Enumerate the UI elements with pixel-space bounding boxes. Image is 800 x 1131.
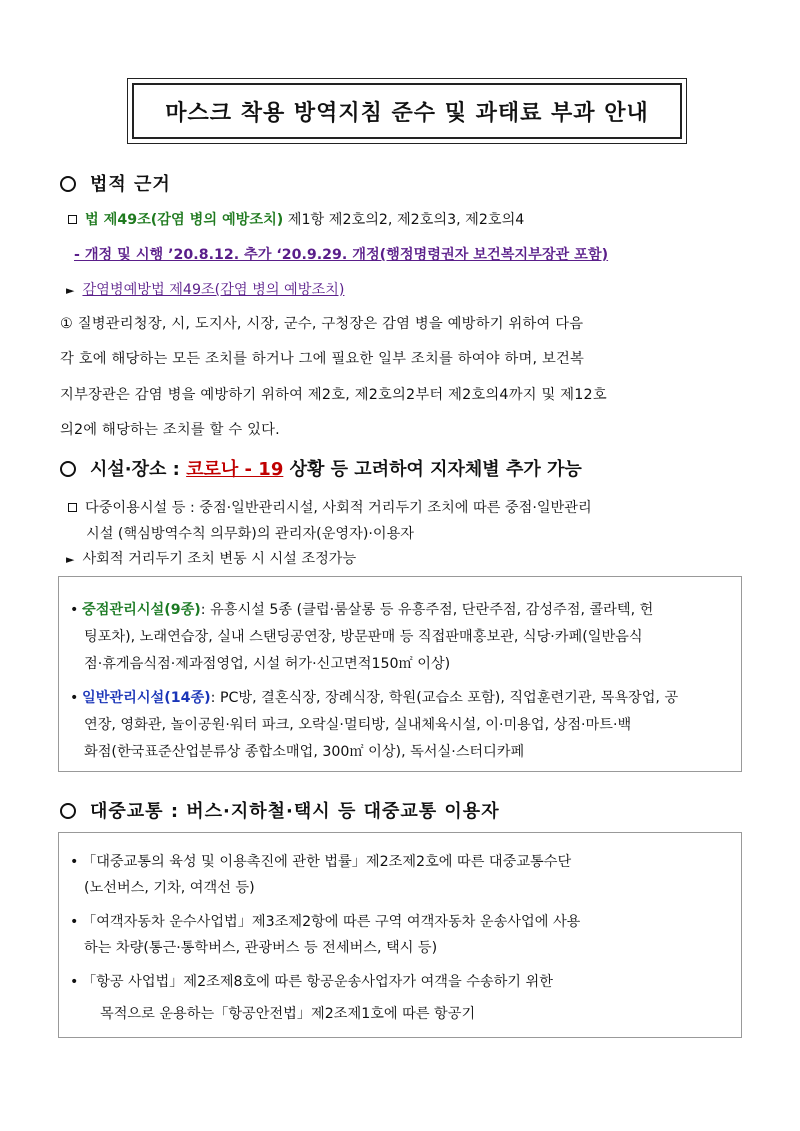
transport-item-text: 「대중교통의 육성 및 이용촉진에 관한 법률」제2조제2호에 따른 대중교통수단 <box>82 854 572 870</box>
law-reference-line <box>68 209 524 229</box>
square-bullet-icon <box>68 503 77 512</box>
heading-text: 대중교통 : 버스·지하철·택시 등 대중교통 이용자 <box>90 801 500 822</box>
triangle-bullet-icon: ► <box>66 284 75 297</box>
transport-item-3-line-2: 목적으로 운용하는「항공안전법」제2조제1호에 따른 항공기 <box>100 1006 476 1022</box>
focus-facilities-line-3: 점·휴게음식점·제과점영업, 시설 허가·신고면적150㎡ 이상) <box>84 656 451 672</box>
circle-bullet-icon <box>60 803 76 819</box>
transport-item-2-line-2: 하는 차량(통근·통학버스, 관광버스 등 전세버스, 택시 등) <box>84 940 438 956</box>
square-bullet-icon <box>68 215 77 224</box>
general-facilities-line-1 <box>70 687 678 707</box>
revision-line <box>74 244 608 264</box>
facility-item-text: 사회적 거리두기 조치 변동 시 시설 조정가능 <box>82 551 357 567</box>
page-title: 마스크 착용 방역지침 준수 및 과태료 부과 안내 <box>165 100 649 126</box>
facility-item-1-line-1 <box>68 497 592 517</box>
focus-facilities-text: : 유흥시설 5종 (클럽·룸살롱 등 유흥주점, 단란주점, 감성주점, 콜라텍, 헌 <box>200 602 654 618</box>
article-para-line-4: 의2에 해당하는 조치를 할 수 있다. <box>60 422 280 438</box>
heading-pre: 시설·장소 : <box>90 459 187 480</box>
heading-post: 상황 등 고려하여 지자체별 추가 가능 <box>283 459 582 480</box>
law-label: 법 제49조(감염 병의 예방조치) <box>85 212 284 228</box>
dot-bullet-icon: • <box>70 914 79 930</box>
section-facilities-heading <box>60 455 582 481</box>
dot-bullet-icon: • <box>70 974 79 990</box>
circle-bullet-icon <box>60 461 76 477</box>
article-para-line-3: 지부장관은 감염 병을 예방하기 위하여 제2호, 제2호의2부터 제2호의4까지 및 제12호 <box>60 387 607 403</box>
facility-item-text: 다중이용시설 등 : 중점·일반관리시설, 사회적 거리두기 조치에 따른 중점·일반관리 <box>85 500 592 516</box>
article-para-line-1: ① 질병관리청장, 시, 도지사, 시장, 군수, 구청장은 감염 병을 예방하기 위하여 다음 <box>60 316 584 332</box>
transport-item-2-line-1 <box>70 911 580 931</box>
facility-item-2 <box>66 548 356 568</box>
general-facilities-line-3: 화점(한국표준산업분류상 종합소매업, 300㎡ 이상), 독서실·스터디카페 <box>84 744 525 760</box>
general-facilities-label: 일반관리시설(14종) <box>82 690 211 706</box>
dot-bullet-icon: • <box>70 854 79 870</box>
transport-item-1-line-2: (노선버스, 기차, 여객선 등) <box>84 880 255 896</box>
article-para-line-2: 각 호에 해당하는 모든 조치를 하거나 그에 필요한 일부 조치를 하여야 하며, 보건복 <box>60 351 585 367</box>
title-box <box>127 78 687 144</box>
focus-facilities-line-1 <box>70 599 653 619</box>
heading-text: 법적 근거 <box>90 174 171 195</box>
general-facilities-line-2: 연장, 영화관, 놀이공원·워터 파크, 오락실·멀티방, 실내체육시설, 이·미용업, 상점·마트·백 <box>84 717 632 733</box>
title-frame <box>132 83 682 139</box>
dot-bullet-icon: • <box>70 690 79 706</box>
circle-bullet-icon <box>60 176 76 192</box>
revision-text: - 개정 및 시행 ’20.8.12. 추가 ‘20.9.29. 개정(행정명령권자 보건복지부장관 포함) <box>74 247 609 263</box>
triangle-bullet-icon: ► <box>66 553 75 566</box>
focus-facilities-line-2: 팅포차), 노래연습장, 실내 스탠딩공연장, 방문판매 등 직접판매홍보관, 식당·카페(일반음식 <box>84 629 643 645</box>
transport-item-3-line-1 <box>70 971 553 991</box>
section-transport-heading <box>60 797 500 823</box>
section-legal-basis-heading <box>60 170 171 196</box>
facility-item-1-line-2: 시설 (핵심방역수칙 의무화)의 관리자(운영자)·이용자 <box>86 526 414 542</box>
transport-item-text: 「여객자동차 운수사업법」제3조제2항에 따른 구역 여객자동차 운송사업에 사용 <box>82 914 581 930</box>
dot-bullet-icon: • <box>70 602 79 618</box>
transport-item-text: 「항공 사업법」제2조제8호에 따른 항공운송사업자가 여객을 수송하기 위한 <box>82 974 553 990</box>
general-facilities-text: : PC방, 결혼식장, 장례식장, 학원(교습소 포함), 직업훈련기관, 목욕장업, 공 <box>210 690 679 706</box>
article-title-line <box>66 279 344 299</box>
article-title: 감염병예방법 제49조(감염 병의 예방조치) <box>82 282 345 298</box>
focus-facilities-label: 중점관리시설(9종) <box>82 602 201 618</box>
law-rest: 제1항 제2호의2, 제2호의3, 제2호의4 <box>283 212 525 228</box>
transport-item-1-line-1 <box>70 851 571 871</box>
heading-highlight: 코로나 - 19 <box>186 459 284 480</box>
